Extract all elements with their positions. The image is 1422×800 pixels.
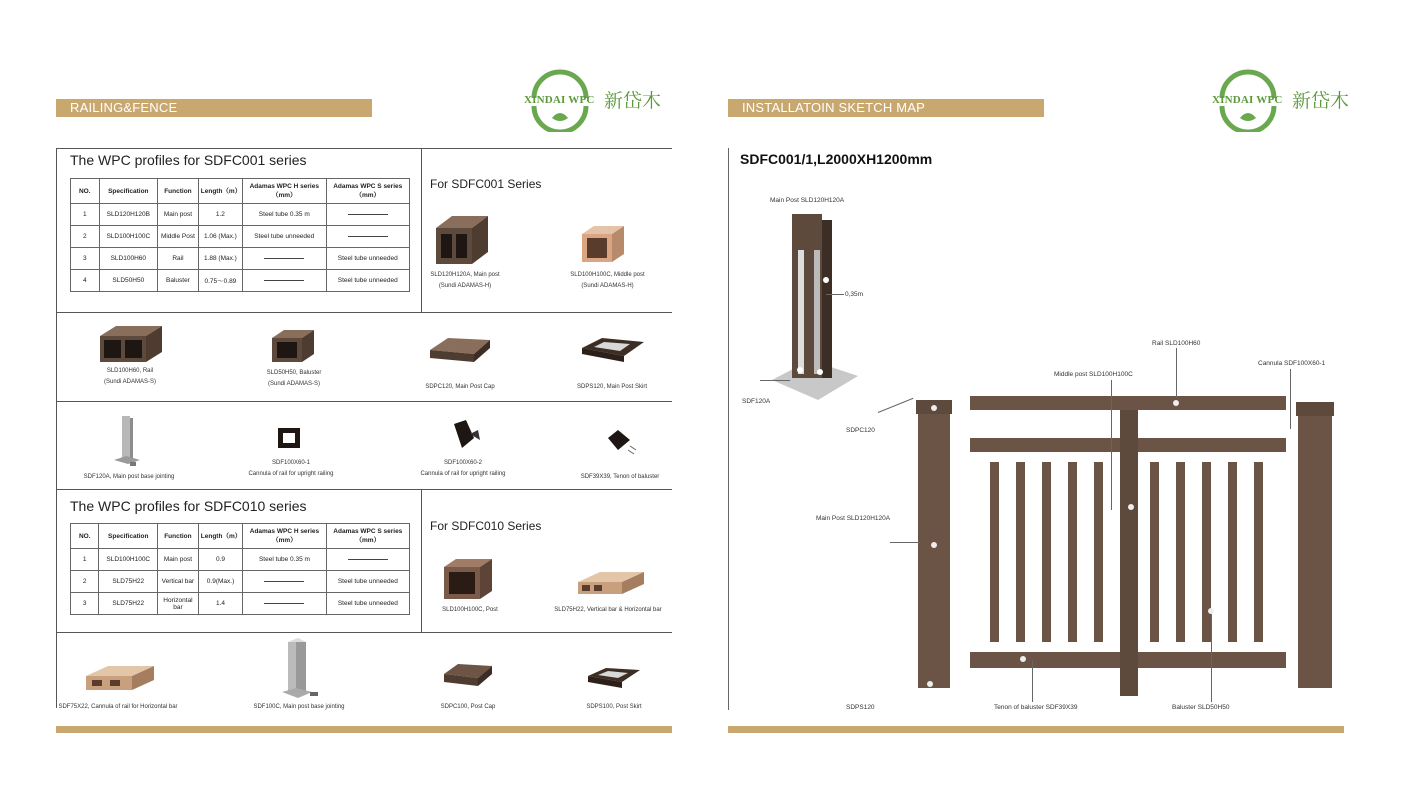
leader-line <box>1211 614 1212 702</box>
table-cell: Horizontal bar <box>158 593 199 615</box>
table-cell: 2 <box>71 226 100 248</box>
product-caption: SLD50H50, Baluster (Sundi ADAMAS-S) <box>266 370 322 387</box>
leader-line <box>878 398 914 413</box>
table-cell: 3 <box>71 593 99 615</box>
col-header: Length（m） <box>198 524 242 549</box>
divider <box>56 312 672 313</box>
table-cell: Steel tube unneeded <box>326 248 410 270</box>
product-caption: SDPC100, Post Cap <box>440 704 496 710</box>
table-cell: Steel tube unneeded <box>326 593 409 615</box>
table-cell: 1 <box>71 204 100 226</box>
table-cell: SLD75H22 <box>99 571 158 593</box>
baluster <box>1254 462 1263 642</box>
table-cell: 1.06 (Max.) <box>198 226 242 248</box>
baluster <box>1176 462 1185 642</box>
table-cell <box>326 549 409 571</box>
leader-line <box>1111 380 1112 510</box>
logo-brand-text: XINDAI WPC <box>524 94 595 106</box>
baluster <box>1094 462 1103 642</box>
col-header: Specification <box>99 524 158 549</box>
baluster <box>1150 462 1159 642</box>
label-middle-post: Middle post SLD100H100C <box>1054 371 1133 378</box>
sdfc001-spec-table <box>70 178 410 292</box>
table-header-row <box>71 179 410 204</box>
sdfc001-series-label: For SDFC001 Series <box>430 177 542 191</box>
baluster <box>1068 462 1077 642</box>
table-row <box>71 270 410 292</box>
screw-icon <box>927 681 933 687</box>
table-cell: Steel tube 0.35 m <box>243 204 326 226</box>
table-cell: Middle Post <box>158 226 199 248</box>
screw-icon <box>931 542 937 548</box>
logo-chinese-text: 新岱木 <box>1292 90 1350 112</box>
section-title-railing: RAILING&FENCE <box>56 99 372 117</box>
leader-line <box>890 542 920 543</box>
baluster-profile-image <box>268 326 320 366</box>
label-baluster: Baluster SLD50H50 <box>1172 704 1230 711</box>
logo-chinese-text: 新岱木 <box>604 90 662 112</box>
label-sdpc120: SDPC120 <box>846 427 875 434</box>
screw-icon <box>931 405 937 411</box>
post-base-jointing-image <box>112 414 142 470</box>
sdfc001-title: The WPC profiles for SDFC001 series <box>70 152 307 168</box>
label-tube-length: 0,35m <box>845 291 864 298</box>
divider <box>56 148 57 708</box>
product-caption: SLD100H100C, Post <box>442 607 498 613</box>
horizontal-cannula-image <box>84 660 156 696</box>
screw-icon <box>1173 400 1179 406</box>
table-cell: Baluster <box>158 270 199 292</box>
product-caption: SLD100H60, Rail (Sundi ADAMAS-S) <box>103 368 157 385</box>
divider <box>56 489 672 490</box>
baluster <box>1202 462 1211 642</box>
product-caption: SDPC120, Main Post Cap <box>425 384 495 390</box>
main-post-skirt-image <box>580 334 646 368</box>
table-cell <box>243 593 326 615</box>
label-main-post: Main Post SLD120H120A <box>816 515 891 522</box>
main-post-detail-image <box>770 210 860 402</box>
table-cell: SLD120H120B <box>99 204 158 226</box>
table-row <box>71 204 410 226</box>
table-cell: 1.2 <box>198 204 242 226</box>
table-row <box>71 226 410 248</box>
product-caption: SDF100X60-1 Cannula of rail for upright railing <box>248 460 334 477</box>
middle-post <box>1120 410 1138 696</box>
footer-bar <box>728 726 1344 733</box>
table-cell <box>243 270 326 292</box>
screw-icon <box>1020 656 1026 662</box>
col-header: Length（m） <box>198 179 242 204</box>
table-cell: Steel tube 0.35 m <box>243 549 326 571</box>
product-caption: SDF120A, Main post base jointing <box>83 474 175 480</box>
main-post-profile-image <box>432 210 492 270</box>
leader-line <box>1032 660 1033 702</box>
col-header: NO. <box>71 524 99 549</box>
sdfc010-spec-table <box>70 523 410 615</box>
table-cell: Steel tube unneeded <box>326 571 409 593</box>
table-cell: SLD100H100C <box>99 226 158 248</box>
sdfc010-title: The WPC profiles for SDFC010 series <box>70 498 307 514</box>
baluster <box>990 462 999 642</box>
table-cell: SLD100H100C <box>99 549 158 571</box>
divider <box>56 401 672 402</box>
baluster-tenon-image <box>604 426 638 456</box>
main-post-cap-image <box>426 330 494 370</box>
product-caption: SDPS120, Main Post Skirt <box>576 384 648 390</box>
table-header-row <box>71 524 410 549</box>
col-header: Specification <box>99 179 158 204</box>
table-cell <box>243 571 326 593</box>
post-base-100-image <box>276 636 326 702</box>
leader-line <box>1290 369 1291 429</box>
leader-line <box>826 294 844 295</box>
table-cell: 0.9(Max.) <box>198 571 242 593</box>
table-cell: 1.4 <box>198 593 242 615</box>
product-caption: SDF39X39, Tenon of baluster <box>580 474 660 480</box>
label-main-post-top: Main Post SLD120H120A <box>770 197 845 204</box>
table-cell: Main post <box>158 549 199 571</box>
label-sdps120: SDPS120 <box>846 704 875 711</box>
label-cannula: Cannula SDF100X60-1 <box>1258 360 1326 367</box>
col-header: Adamas WPC H series（mm） <box>243 524 326 549</box>
middle-post-profile-image <box>578 222 628 266</box>
col-header: Function <box>158 179 199 204</box>
product-caption: SDF75X22, Cannula of rail for Horizontal bar <box>58 704 178 710</box>
sdfc010-series-label: For SDFC010 Series <box>430 519 542 533</box>
table-cell: 4 <box>71 270 100 292</box>
table-cell: SLD50H50 <box>99 270 158 292</box>
table-cell: 2 <box>71 571 99 593</box>
divider <box>728 148 729 710</box>
label-tenon: Tenon of baluster SDF39X39 <box>994 704 1078 711</box>
leader-line <box>760 380 790 381</box>
baluster <box>1228 462 1237 642</box>
table-row <box>71 248 410 270</box>
product-caption: SLD75H22, Vertical bar & Horizontal bar <box>554 607 662 613</box>
rail-profile-image <box>96 322 166 366</box>
footer-bar <box>56 726 672 733</box>
screw-icon <box>1128 504 1134 510</box>
table-cell: Vertical bar <box>158 571 199 593</box>
table-cell: SLD100H60 <box>99 248 158 270</box>
table-cell: 1 <box>71 549 99 571</box>
post-cap-100-image <box>440 660 496 692</box>
baluster <box>1016 462 1025 642</box>
table-cell: Main post <box>158 204 199 226</box>
col-header: Function <box>158 524 199 549</box>
leader-line <box>1176 348 1177 398</box>
divider <box>56 632 672 633</box>
sketch-title: SDFC001/1,L2000XH1200mm <box>740 151 933 167</box>
product-caption: SDF100C, Main post base jointing <box>253 704 345 710</box>
baluster <box>1042 462 1051 642</box>
table-cell: Steel tube unneeded <box>326 270 410 292</box>
table-row <box>71 593 410 615</box>
table-cell: 1.88 (Max.) <box>198 248 242 270</box>
table-cell <box>326 226 410 248</box>
main-post-right <box>1298 406 1332 688</box>
post-cap-right <box>1296 402 1334 416</box>
table-cell <box>243 248 326 270</box>
table-cell: 0.9 <box>198 549 242 571</box>
table-row <box>71 571 410 593</box>
col-header: NO. <box>71 179 100 204</box>
cannula-rail-2-image <box>448 418 482 452</box>
divider <box>56 148 672 149</box>
logo-brand-text: XINDAI WPC <box>1212 94 1283 106</box>
post-profile-image <box>440 555 498 603</box>
product-caption: SDF100X60-2 Cannula of rail for upright railing <box>420 460 506 477</box>
table-cell: 0.75～0.89 <box>198 270 242 292</box>
table-cell: Steel tube unneeded <box>243 226 326 248</box>
table-cell <box>326 204 410 226</box>
table-cell: Rail <box>158 248 199 270</box>
top-rail <box>970 396 1286 410</box>
product-caption: SLD100H100C, Middle post (Sundi ADAMAS-H) <box>570 272 645 289</box>
product-caption: SLD120H120A, Main post (Sundi ADAMAS-H) <box>430 272 500 289</box>
table-row <box>71 549 410 571</box>
section-title-sketch: INSTALLATOIN SKETCH MAP <box>728 99 1044 117</box>
label-rail: Rail SLD100H60 <box>1152 340 1201 347</box>
cannula-rail-image <box>274 424 304 452</box>
col-header: Adamas WPC H series（mm） <box>243 179 326 204</box>
table-cell: 3 <box>71 248 100 270</box>
col-header: Adamas WPC S series（mm） <box>326 179 410 204</box>
xindai-logo <box>524 68 674 132</box>
label-sdf120a: SDF120A <box>742 398 771 405</box>
bar-profile-image <box>576 566 646 600</box>
table-cell: SLD75H22 <box>99 593 158 615</box>
col-header: Adamas WPC S series（mm） <box>326 524 409 549</box>
post-skirt-100-image <box>586 664 642 694</box>
product-caption: SDPS100, Post Skirt <box>586 704 642 710</box>
xindai-logo <box>1212 68 1362 132</box>
